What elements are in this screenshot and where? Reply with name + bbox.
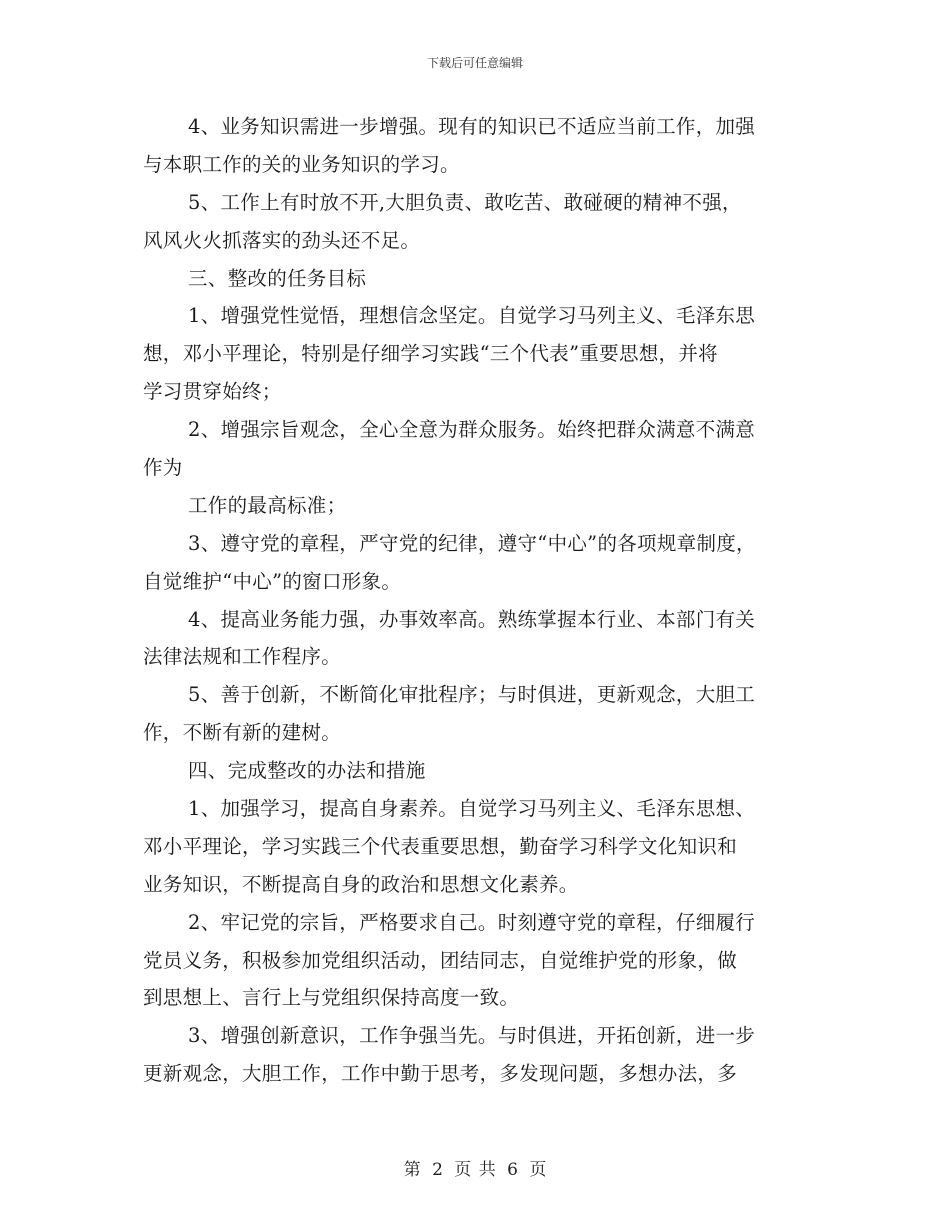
- paragraph-line: 法律法规和工作程序。: [143, 645, 342, 669]
- paragraph-line: 自觉维护“中心”的窗口形象。: [143, 569, 402, 593]
- paragraph-line: 4、业务知识需进一步增强。现有的知识已不适应当前工作，加强: [188, 115, 756, 138]
- paragraph-line: 业务知识，不断提高自身的政治和思想文化素养。: [143, 872, 579, 896]
- paragraph-line: 党员义务，积极参加党组织活动，团结同志，自觉维护党的形象，做: [143, 948, 738, 972]
- paragraph-line: 5、工作上有时放不开,大胆负责、敢吃苦、敢碰硬的精神不强，: [188, 190, 742, 214]
- paragraph-line: 风风火火抓落实的劲头还不足。: [143, 228, 421, 252]
- paragraph-line: 1、加强学习，提高自身素养。自觉学习马列主义、毛泽东思想、: [188, 797, 756, 821]
- paragraph-line: 工作的最高标准；: [188, 493, 347, 517]
- paragraph-line: 想，邓小平理论，特别是仔细学习实践“三个代表”重要思想，并将: [143, 342, 718, 366]
- section-heading: 四、完成整改的办法和措施: [188, 759, 426, 783]
- document-body: [143, 108, 823, 1093]
- page-header: 下载后可任意编辑: [426, 56, 523, 70]
- paragraph-line: 2、牢记党的宗旨，严格要求自己。时刻遵守党的章程，仔细履行: [188, 910, 756, 934]
- paragraph-line: 2、增强宗旨观念，全心全意为群众服务。始终把群众满意不满意: [188, 418, 756, 442]
- paragraph-line: 学习贯穿始终；: [143, 380, 282, 404]
- page-footer: [0, 1155, 950, 1180]
- section-heading: 三、整改的任务目标: [188, 266, 367, 290]
- footer-suffix: 页: [529, 1160, 547, 1180]
- footer-middle: 页 共: [454, 1160, 496, 1180]
- paragraph-line: 5、善于创新，不断简化审批程序；与时俱进，更新观念，大胆工: [188, 683, 756, 707]
- paragraph-line: 邓小平理论，学习实践三个代表重要思想，勤奋学习科学文化知识和: [143, 834, 738, 858]
- paragraph-line: 到思想上、言行上与党组织保持高度一致。: [143, 986, 520, 1010]
- paragraph-line: 与本职工作的关的业务知识的学习。: [143, 152, 460, 176]
- paragraph-line: 作，不断有新的建树。: [143, 721, 342, 745]
- paragraph-line: 3、遵守党的章程，严守党的纪律，遵守“中心”的各项规章制度，: [188, 531, 756, 555]
- paragraph-line: 4、提高业务能力强，办事效率高。熟练掌握本行业、本部门有关: [188, 607, 756, 631]
- current-page-number: 2: [432, 1160, 443, 1180]
- paragraph-line: 更新观念，大胆工作，工作中勤于思考，多发现问题，多想办法，多: [143, 1062, 738, 1086]
- paragraph-line: 1、增强党性觉悟，理想信念坚定。自觉学习马列主义、毛泽东思: [188, 304, 756, 328]
- paragraph-line: 作为: [143, 456, 183, 480]
- total-page-count: 6: [507, 1160, 518, 1180]
- footer-prefix: 第: [403, 1160, 421, 1180]
- paragraph-line: 3、增强创新意识，工作争强当先。与时俱进，开拓创新，进一步: [188, 1024, 756, 1048]
